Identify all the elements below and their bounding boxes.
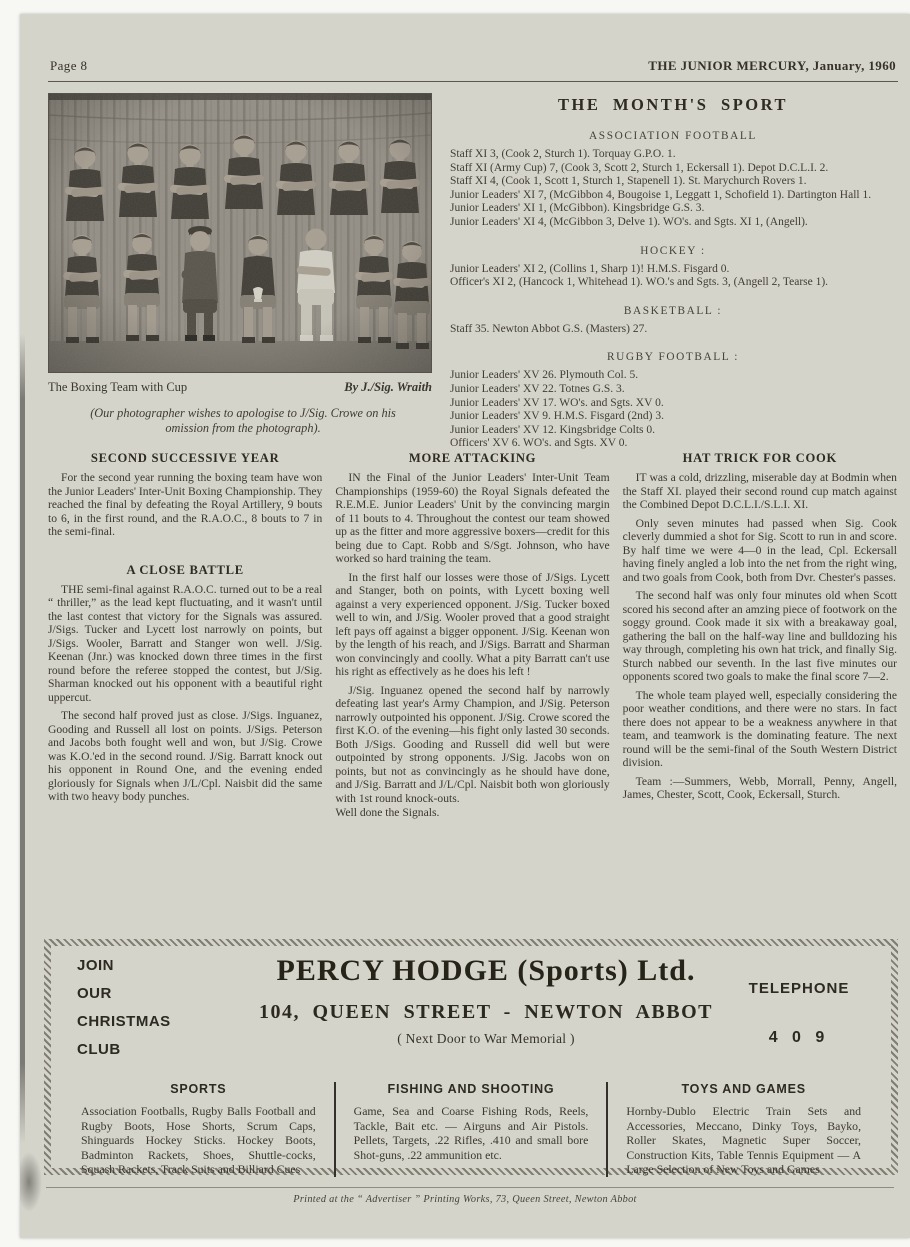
months-sport-column xyxy=(438,93,910,450)
article-heading: A CLOSE BATTLE xyxy=(126,562,244,577)
photo-apology-note: (Our photographer wishes to apologise to J/Sig. Crowe on his omission from the photograph). xyxy=(90,406,396,435)
article-paragraph: Well done the Signals. xyxy=(335,806,440,819)
advert-percy-hodge xyxy=(44,939,898,1175)
result-line: Junior Leaders' XI 7, (McGibbon 4, Bougoise 1, Leggatt 1, Schofield 1). Dartington Hall 1. xyxy=(450,188,872,201)
article-paragraph: J/Sig. Inguanez opened the second half by narrowly defeating last year's Army Champion, and J/Sig. Peterson narrowly outpointed his opponent. J/Sig. Crowe scored the first K.O. of the evening—his fight only lasted 30 seconds. Both J/Sigs. Gooding and Russell did well but were outpointed by strong opponents. J/Sig. Jacobs won on points, but not as convincingly as he should have done, and J/Sig. Barratt and J/L/Cpl. Naisbit both won gloriously with 1st round knock-outs. xyxy=(335,683,610,805)
advert-christmas-club xyxy=(63,954,253,1069)
header-rule xyxy=(48,81,898,82)
article-paragraph: The second half proved just as close. J/Sigs. Inguanez, Gooding and Russell all lost on points. J/Sigs. Peterson and Jacobs both fought well and won, but J/Sig. Crowe was K.O.'ed in the second round. J/Sig. Barratt knock out his opponent in Round One, and the evening ended gloriously for Signals when J/L/Cpl. Naisbit did the same with two heavy body punches. xyxy=(48,709,323,803)
club-line: OUR xyxy=(77,985,112,1002)
article-heading: SECOND SUCCESSIVE YEAR xyxy=(90,451,280,465)
result-line: Staff XI 3, (Cook 2, Sturch 1). Torquay G.P.O. 1. xyxy=(450,148,676,160)
result-line: Junior Leaders' XV 22. Totnes G.S. 3. xyxy=(450,382,625,395)
advert-column-heading: SPORTS xyxy=(170,1082,227,1096)
result-line: Staff XI (Army Cup) 7, (Cook 3, Scott 2, Sturch 1, Eckersall 1). Depot D.C.L.I. 2. xyxy=(450,161,829,174)
article-paragraph: Team :—Summers, Webb, Morrall, Penny, Angell, James, Chester, Scott, Cook, Eckersall, Sturch. xyxy=(622,774,897,801)
article-heading: HAT TRICK FOR COOK xyxy=(682,451,837,465)
imprint-rule xyxy=(46,1187,894,1188)
scanned-newspaper-page xyxy=(20,14,910,1238)
advert-address: 104, QUEEN STREET - NEWTON ABBOT xyxy=(258,1001,714,1023)
photo-caption-row xyxy=(48,380,432,395)
sport-section-basketball xyxy=(450,305,896,337)
article-column-3 xyxy=(623,451,897,929)
page-number: Page 8 xyxy=(50,58,88,73)
advert-location-note: ( Next Door to War Memorial ) xyxy=(397,1031,575,1046)
advert-center xyxy=(253,954,719,1069)
advert-header xyxy=(63,954,879,1069)
advert-telephone xyxy=(719,954,879,1069)
advert-column-text: Game, Sea and Coarse Fishing Rods, Reels, Tackle, Bait etc. — Airguns and Air Pistols. Pellets, Targets, .22 Rifles, .410 and small bore Shot-guns, .22 ammunition etc. xyxy=(353,1104,589,1162)
result-line: Junior Leaders' XV 12. Kingsbridge Colts 0. xyxy=(450,423,656,436)
result-line: Junior Leaders' XI 1, (McGibbon). Kingsbridge G.S. 3. xyxy=(450,202,705,215)
masthead: THE JUNIOR MERCURY, January, 1960 xyxy=(648,58,896,73)
result-line: Officer's XI 2, (Hancock 1, Whitehead 1). WO.'s and Sgts. 3, (Angell 2, Tearse 1). xyxy=(450,276,829,289)
sport-section-rugby-football xyxy=(450,351,896,451)
advert-column-text: Hornby-Dublo Electric Train Sets and Accessories, Meccano, Dinky Toys, Bayko, Roller Skates, Magnetic Super Soccer, Construction Kits, Table Tennis Equipment — A Large Selection of New Toys and Games xyxy=(626,1104,862,1177)
sport-section-hockey xyxy=(450,245,896,290)
advert-column-heading: TOYS AND GAMES xyxy=(681,1082,806,1096)
page-header xyxy=(20,14,910,74)
result-line: Junior Leaders' XI 2, (Collins 1, Sharp 1)! H.M.S. Fisgard 0. xyxy=(450,262,730,275)
result-line: Junior Leaders' XV 17. WO's. and Sgts. XV 0. xyxy=(450,396,664,409)
photo-credit: By J./Sig. Wraith xyxy=(344,380,432,394)
article-column-2 xyxy=(335,451,609,929)
article-paragraph: IT was a cold, drizzling, miserable day at Bodmin when the Staff XI. played their second round cup match against the Combined Depot D.C.L.I./S.L.I. XI. xyxy=(622,471,897,511)
article-paragraph: For the second year running the boxing team have won the Junior Leaders' Inter-Unit Boxing Championship. They reached the final by defeating the Royal Artillery, 9 bouts to 6, in the first round, and the R.A.O.C., 8 bouts to 7 in the semi-final. xyxy=(48,471,323,538)
advert-columns xyxy=(63,1082,879,1177)
photo-column xyxy=(20,93,438,445)
top-area xyxy=(20,93,910,450)
club-line: CLUB xyxy=(77,1041,121,1058)
advert-column-sports xyxy=(63,1082,334,1177)
article-paragraph: The second half was only four minutes old when Scott scored his second after an amzing piece of footwork on the soggy ground. Cook made it six with a breakaway goal, gathering the ball on the half-way line and bulldozing his way through, completing his own hat trick, and finally Sig. Sturch nabbed our seventh. In the last five minutes our opponents scored two goals to make the final score 7—2. xyxy=(622,589,897,683)
advert-column-fishing-shooting xyxy=(334,1082,607,1177)
article-heading: MORE ATTACKING xyxy=(408,451,537,465)
article-paragraph: Only seven minutes had passed when Sig. Cook cleverly dummied a shot for Sig. Scott to run in and score. By half time we were 4—0 in the lead, Cpl. Eckersall having finely angled a lob into the net from the right wing, and two goals from Cook, both from Dvr. Chester's passes. xyxy=(622,516,897,584)
result-line: Junior Leaders' XI 4, (McGibbon 3, Delve 1). WO's. and Sgts. XI 1, (Angell). xyxy=(450,215,808,228)
advert-business-name: PERCY HODGE (Sports) Ltd. xyxy=(276,954,696,987)
section-heading: ASSOCIATION FOOTBALL xyxy=(589,130,757,142)
articles-area xyxy=(20,445,910,929)
telephone-label: TELEPHONE xyxy=(748,980,850,997)
article-paragraph: THE semi-final against R.A.O.C. turned out to be a real “ thriller,” as the lead kept fluctuating, and it wasn't until the last contest that victory for the Signals was assured. J/Sigs. Tucker and Lycett lost narrowly on points, but J/Sigs. Wooler, Barratt and Stanger won well. J/Sig. Keenan (Jnr.) was knocked down three times in the first round before the referee stopped the contest, but J/Sig. Sharman knocked out his opponent with a beautiful right uppercut. xyxy=(48,582,323,704)
advert-column-text: Association Footballs, Rugby Balls Football and Rugby Boots, Hose Shorts, Scrum Caps, Shinguards Hockey Sticks. Hockey Boots, Badminton Rackets, Shoes, Shuttle-cocks, Squash Rackets, Track Suits and Billiard Cues xyxy=(81,1104,316,1177)
advert-column-toys-games xyxy=(606,1082,879,1177)
result-line: Officers' XV 6. WO's. and Sgts. XV 0. xyxy=(450,437,628,450)
section-heading: HOCKEY : xyxy=(640,244,706,257)
result-line: Staff 35. Newton Abbot G.S. (Masters) 27. xyxy=(450,322,648,335)
article-paragraph: The whole team played well, especially considering the poor weather conditions, and there were no stars. In fact there does not appear to be a weakness anywhere in that team, and teamwork is the dominating feature. The next round will be the semi-final of the South Western District division. xyxy=(622,688,897,769)
printer-imprint: Printed at the “ Advertiser ” Printing Works, 73, Queen Street, Newton Abbot xyxy=(293,1194,637,1205)
article-paragraph: In the first half our losses were those of J/Sigs. Lycett and Stanger, both on points, with Lycett boxing well against a very experienced opponent. J/Sig. Tucker boxed well to win, and J/Sig. Wooler proved that a good straight left pays off against a bigger opponent. J/Sig. Keenan won by the length of his reach, and J/Sigs. Barratt and Sharman won convincingly and coolly. What a pity Barratt can't use his right as effectively as he does his left ! xyxy=(335,570,610,678)
article-paragraph: IN the Final of the Junior Leaders' Inter-Unit Team Championships (1959-60) the Royal Signals defeated the R.E.M.E. Junior Leaders' Unit by the convincing margin of 11 bouts to 4. Throughout the contest our team showed up as the fitter and more aggressive boxers—credit for this being due to Capt. Robb and S/Sgt. Johnson, who have worked so hard training the team. xyxy=(335,471,610,565)
months-sport-title: THE MONTH'S SPORT xyxy=(558,95,788,114)
result-line: Junior Leaders' XV 9. H.M.S. Fisgard (2nd) 3. xyxy=(450,410,664,423)
article-column-1 xyxy=(48,451,322,929)
section-heading: RUGBY FOOTBALL : xyxy=(606,351,740,364)
telephone-number: 4 0 9 xyxy=(768,1029,830,1046)
result-line: Junior Leaders' XV 26. Plymouth Col. 5. xyxy=(450,369,639,382)
spacer xyxy=(48,544,322,554)
section-heading: BASKETBALL : xyxy=(623,304,723,317)
advert-column-heading: FISHING AND SHOOTING xyxy=(387,1082,555,1096)
club-line: JOIN xyxy=(77,957,115,974)
sport-section-association-football xyxy=(450,130,896,230)
club-line: CHRISTMAS xyxy=(77,1013,171,1030)
result-line: Staff XI 4, (Cook 1, Scott 1, Sturch 1, Stapenell 1). St. Marychurch Rovers 1. xyxy=(450,175,807,188)
boxing-team-photo xyxy=(48,93,432,373)
photo-caption: The Boxing Team with Cup xyxy=(48,380,188,394)
